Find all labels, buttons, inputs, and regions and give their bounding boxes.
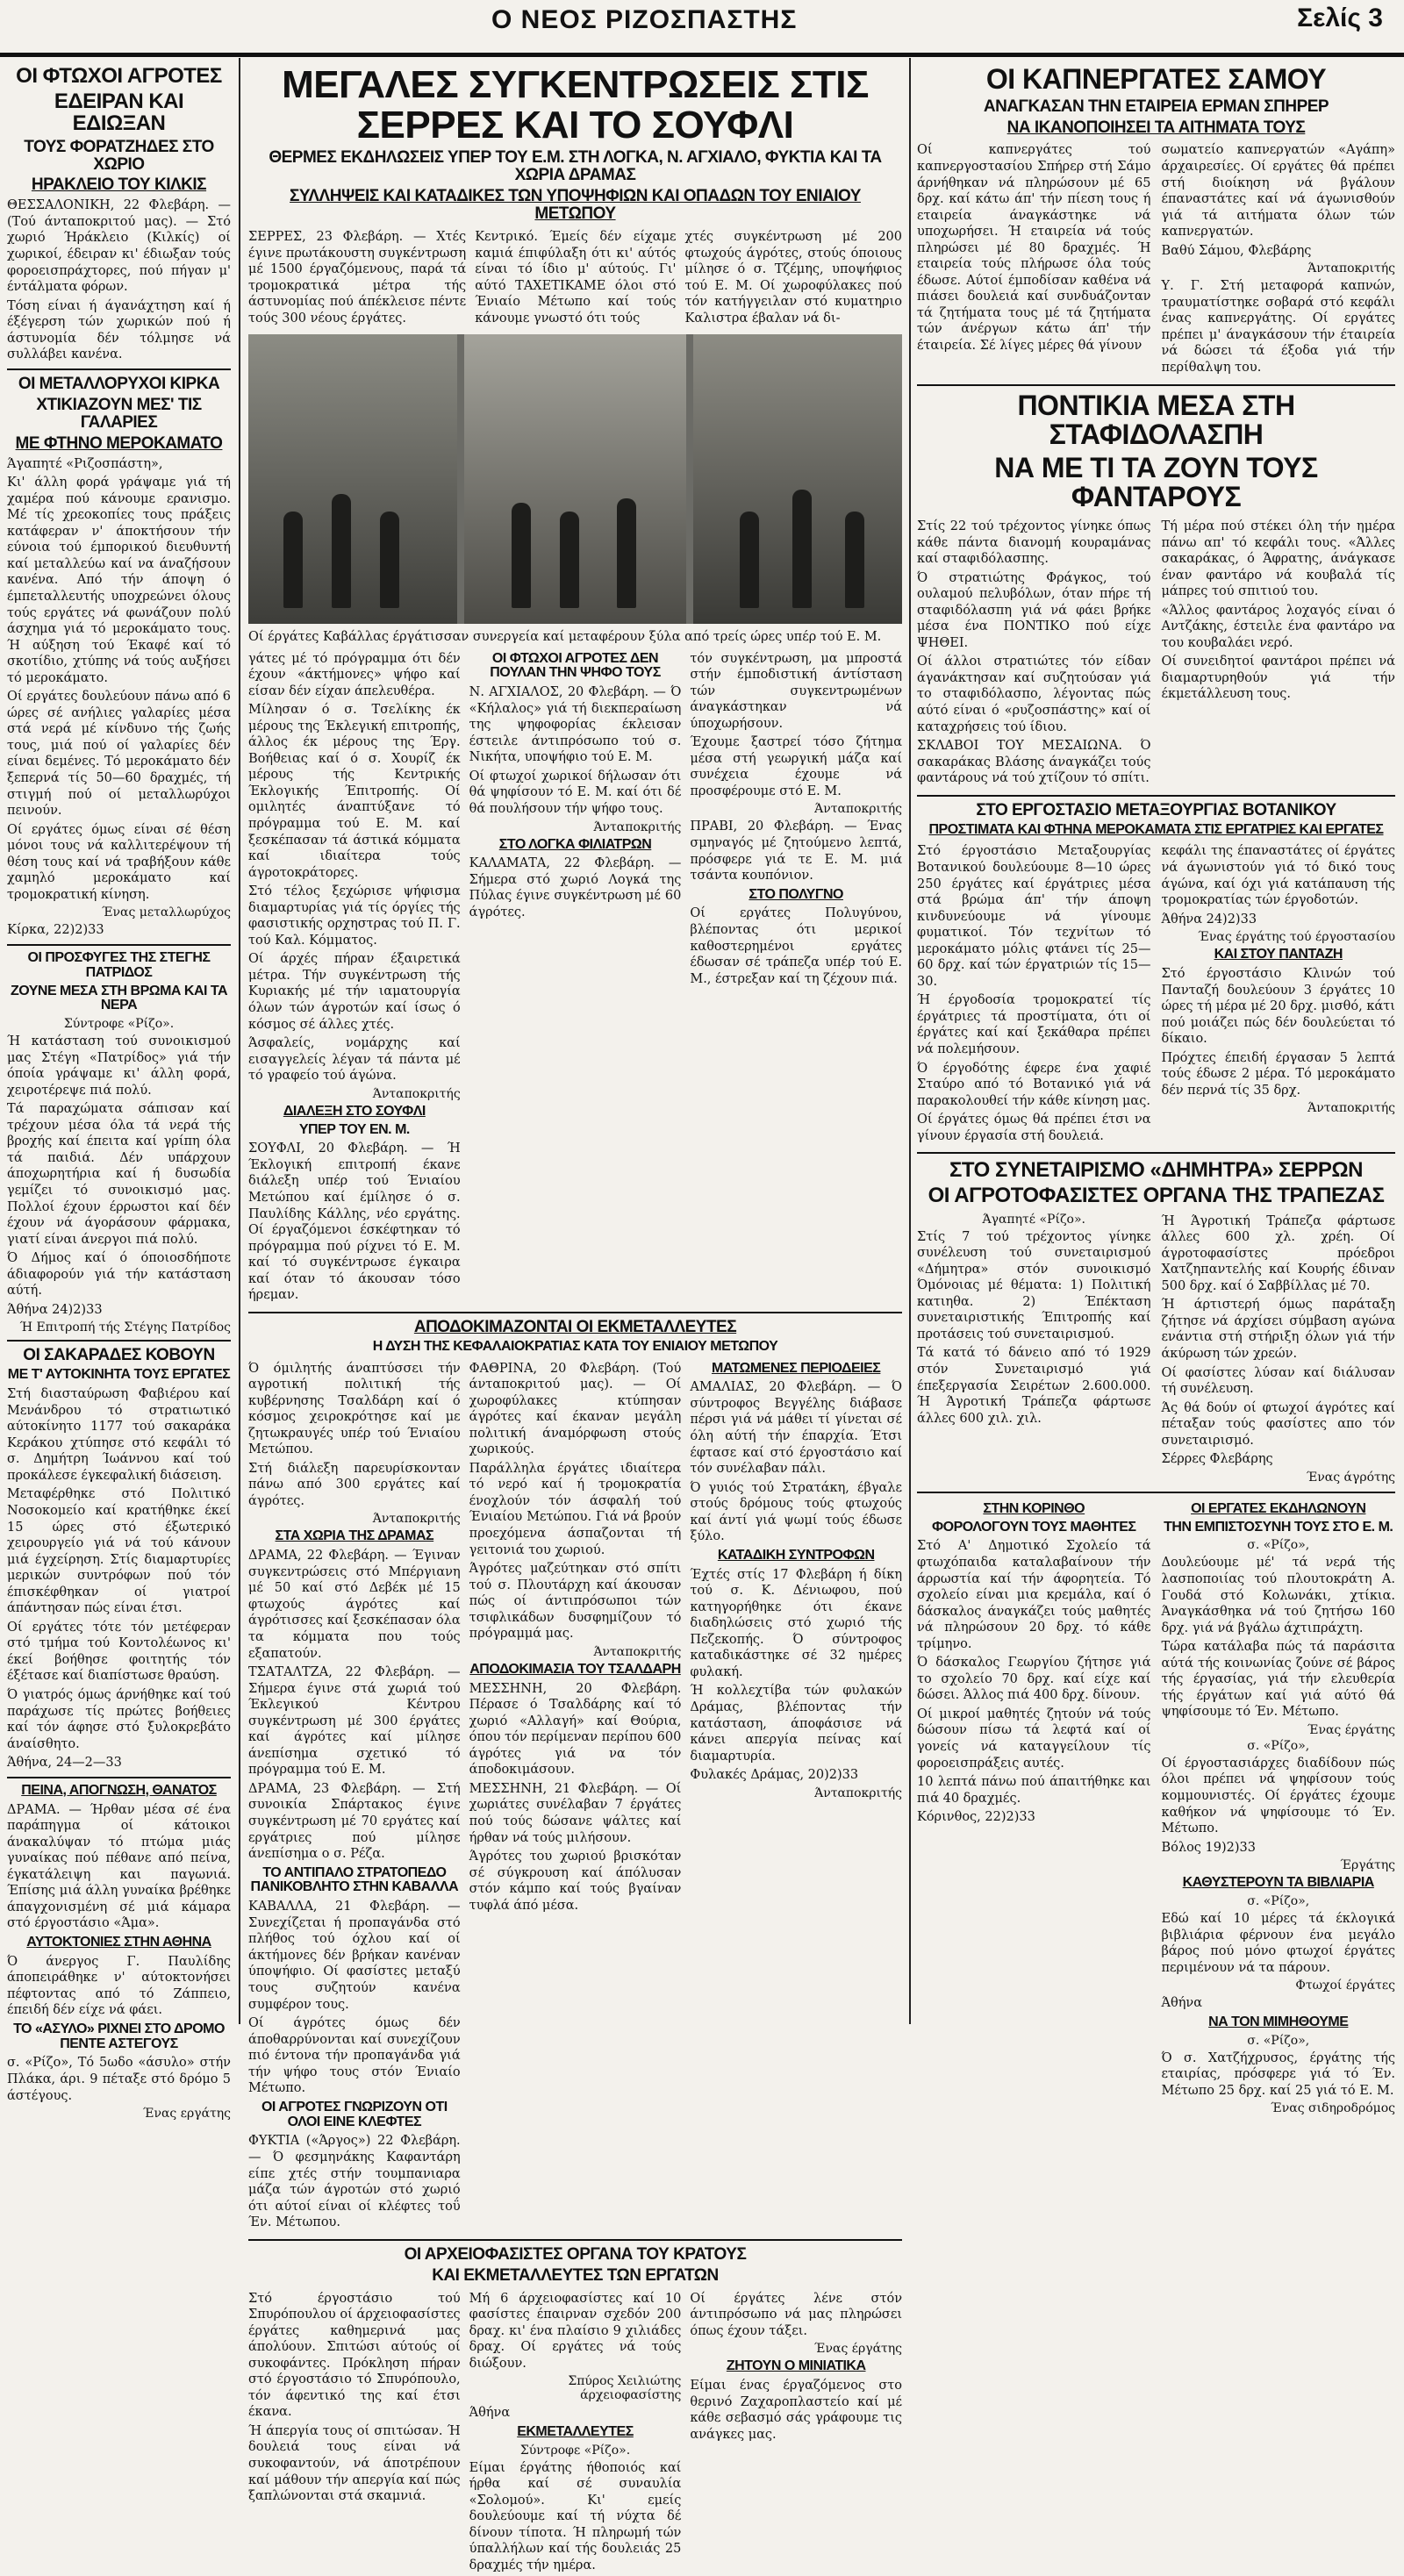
headline: ΝΑ ΜΕ ΤΙ ΤΑ ΖΟΥΝ ΤΟΥΣ ΦΑΝΤΑΡΟΥΣ xyxy=(994,451,1318,513)
article-text: Τά κατά τό δάνειο από τό 1929 στόν Συνεταιρισμό γιά έπεξεργασία Σειρέτων 2.600.000. Ή Άγροτική Τράπεζα φάρτωσε άλλες 600 χιλ. χιλ. xyxy=(917,1346,1151,1426)
article-text: Τώρα κατάλαβα πώς τά παράσιτα αύτά τής κοινωνίας ζούνε σέ βάρος τής έργασίας, γιά τήν ελευθερία τής έργάτων καί γιά αύτό θά ψηφίσουμε τό Έν. Μέτωπο. xyxy=(1161,1640,1395,1720)
article-text: Πρόχτες έπειδή έργασαν 5 λεπτά τούς έδωσε 2 μέρα. Τό μεροκάματο δέν περνά τίς 35 δρχ. xyxy=(1161,1050,1395,1098)
salutation: σ. «Ρίζο», xyxy=(1247,1738,1310,1753)
article-text: Έχτές στίς 17 Φλεβάρη ή δίκη τού σ. Κ. Δένιωφου, πού κατηγορήθηκε ότι έκανε διαδηλώσεις στό χωριό τής Πεζεκοπής. Ό σύντροφος καταδικάστηκε σέ 32 ημέρες φυλακή. xyxy=(690,1567,903,1679)
dateline: Βόλος 19)2)33 xyxy=(1161,1840,1256,1855)
salutation: Σύντροφε «Ρίζο». xyxy=(519,2443,631,2458)
article-text: Ό σ. Χατζήχρυσος, έργάτης τής εταιρίας, πρόσφερε γιά τό Έν. Μέτωπο 25 δρχ. καί 25 γιά τό Ε. Μ. xyxy=(1161,2050,1395,2098)
dateline: Άθήνα 24)2)33 xyxy=(7,1302,103,1317)
dateline: Κόρινθος, 22)2)33 xyxy=(917,1810,1035,1825)
headline: ΣΤΟ ΣΥΝΕΤΑΙΡΙΣΜΟ «ΔΗΜΗΤΡΑ» ΣΕΡΡΩΝ xyxy=(949,1158,1363,1183)
signature: Άνταποκριτής xyxy=(1307,261,1395,276)
article-text: Είμαι έργάτης ήθοποιός καί ήρθα καί σέ συναυλία «Σολομού». Κι' εμείς δουλεύουμε καί τή νύχτα δέ δίνουν τίποτα. Ή πληρωμή τών ύπαλλήλων καί τής δουλειάς 25 δραχμές τήν ημέρα. xyxy=(469,2460,682,2572)
article-text: Στίς 22 τού τρέχοντος γίνηκε όπως κάθε πάντα διανομή κουραμάνας καί σταφιδόλασπης. xyxy=(917,519,1151,567)
article-text: Ή κατάσταση τού συνοικισμού μας Στέγη «Πατρίδος» γιά τήν όποία γράψαμε κι' άλλη φορά, χειροτέρεψε πιά πολύ. xyxy=(7,1034,231,1098)
signature: Ένας έργάτης xyxy=(813,2342,903,2357)
headline: ΟΙ ΦΤΩΧΟΙ ΑΓΡΟΤΕΣ ΔΕΝ ΠΟΥΛΑΝ ΤΗΝ ΨΗΦΟ ΤΟΥΣ xyxy=(490,650,661,681)
headline: ΟΙ ΑΡΧΕΙΟΦΑΣΙΣΤΕΣ ΟΡΓΑΝΑ ΤΟΥ ΚΡΑΤΟΥΣ xyxy=(404,2244,747,2264)
article-asylum xyxy=(7,2022,231,2121)
lead-subheadline: ΘΕΡΜΕΣ ΕΚΔΗΛΩΣΕΙΣ ΥΠΕΡ ΤΟΥ Ε.Μ. ΣΤΗ ΛΟΓΚΑ, Ν. ΑΓΧΙΑΛΟ, ΦΥΚΤΙΑ ΚΑΙ ΤΑ ΧΩΡΙΑ ΔΡΑΜΑΣ xyxy=(269,148,882,185)
center-column xyxy=(248,61,903,2572)
article-text: Οί καπνεργάτες τού καπνεργοστασίου Σπήρερ στή Σάμο άρνήθηκαν νά πληρώσουν μέ 65 δρχ. καί κάτω άπ' τήν πίεση τους ή εταιρεία άναγκάστηκε νά υποχωρήσει. Ή εταιρεία νά τούς πληρώσει μέ 80 δραχμές. Ή εταιρεία τούς πλήρωσε όλα τούς έδωσε. Αύτοί έμποδίσαν καθένα νά πιάσει δουλειά καί συνδυάζονταν τά ζητήματα τους μέ τά ζητήματα τών άνέργων κάτω άπ' τήν έταιρεία. Σέ λίγες μέρες θά γίνουν xyxy=(917,143,1151,354)
article-text: 10 λεπτά πάνω πού άπαιτήθηκε και πιά 40 δραχμές. xyxy=(917,1775,1151,1806)
article-refugees xyxy=(7,951,231,1335)
headline: ΚΑΘΥΣΤΕΡΟΥΝ ΤΑ ΒΙΒΛΙΑΡΙΑ xyxy=(1182,1875,1374,1891)
dateline: Φυλακές Δράμας, 20)2)33 xyxy=(690,1768,859,1783)
article-text: χτές συγκέντρωση μέ 200 φτωχούς άγρότες, στούς όποιους μίλησε ό σ. Τζέμης, υποψήφιος τού Ε. Μ. Οί χωροφύλακες πού τόν κατήγγειλαν στό κυματηριο Καλιστρα έβαλαν νά δι- xyxy=(684,230,902,326)
article-text: Στό τέλος ξεχώρισε ψήφισμα διαμαρτυρίας γιά τίς όργίες τής φασιστικής ορχηστρας τού Π. Γ. τού Καλ. Κόμματος. xyxy=(248,884,461,948)
newspaper-title: Ο ΝΕΟΣ ΡΙΖΟΣΠΑΣΤΗΣ xyxy=(491,5,798,34)
headline: ΕΚΜΕΤΑΛΛΕΥΤΕΣ xyxy=(517,2423,634,2439)
headline: ΑΥΤΟΚΤΟΝΙΕΣ ΣΤΗΝ ΑΘΗΝΑ xyxy=(26,1934,211,1950)
headline: ΤΗΝ ΕΜΠΙΣΤΟΣΥΝΗ ΤΟΥΣ ΣΤΟ Ε. Μ. xyxy=(1164,1519,1393,1535)
article-samos xyxy=(917,65,1395,379)
article-suicides xyxy=(7,1936,231,2019)
headline: Η ΔΥΣΗ ΤΗΣ ΚΕΦΑΛΑΙΟΚΡΑΤΙΑΣ ΚΑΤΑ ΤΟΥ ΕΝΙΑΙΟΥ ΜΕΤΩΠΟΥ xyxy=(372,1338,778,1354)
lead-article xyxy=(248,65,902,646)
article-text: Οί άρχές πήραν έξαιρετικά μέτρα. Τήν συγκέντρωση τής Κυριακής μέ τήν ιαματουργία όλων τών άγροτών καί ίσως ό κόσμος σέ άλλες χτές. xyxy=(248,952,461,1032)
headline: ΧΤΙΚΙΑΖΟΥΝ ΜΕΣ' ΤΙΣ ΓΑΛΑΡΙΕΣ xyxy=(36,395,202,432)
divider xyxy=(917,1492,1395,1493)
article-text: ΔΡΑΜΑ, 22 Φλεβάρη. — Έγιναν συγκεντρώσεις στό Μπέργιανη μέ 50 καί στό Δεβέκ μέ 15 φτωχούς άγρότες καί άγρότισσες καί ξεσκέπασαν όλα τα κόμματα που τούς εξαπατούν. xyxy=(248,1549,461,1661)
headline: ΤΟ «ΑΣΥΛΟ» ΡΙΧΝΕΙ ΣΤΟ ΔΡΟΜΟ ΠΕΝΤΕ ΑΣΤΕΓΟΥΣ xyxy=(13,2021,225,2051)
salutation: Άγαπητέ «Ρίζο». xyxy=(982,1212,1085,1227)
dateline: Άθήνα, 24—2—33 xyxy=(7,1756,122,1771)
column-rule xyxy=(909,58,911,2024)
right-column xyxy=(917,61,1395,2116)
signature: Ένας σιδηροδρόμος xyxy=(1271,2101,1395,2116)
article-text: Ό Δήμος καί ό όποιοσδήποτε άδιαφορούν γιά τήν κατάσταση αύτή. xyxy=(7,1251,231,1299)
headline: ΕΔΕΙΡΑΝ ΚΑΙ ΕΔΙΩΞΑΝ xyxy=(54,89,184,136)
article-text: Οί συνειδητοί φαντάροι πρέπει νά διαμαρτυρηθούν γιά τήν έκμετάλλευση τους. xyxy=(1161,655,1395,702)
signature: Σπύρος Χειλιώτης άρχειοφασίστης xyxy=(568,2374,682,2403)
signature: Ένας έργάτης τού έργοστασίου xyxy=(1198,930,1395,945)
article-text: κεφάλι της έπαναστάτες οί έργάτες νά άγωνιστούν γιά τό δικό τους άγώνα, καί όχι γιά κατάπαυση τής τρομοκρατίας τών έργοδοτών. xyxy=(1161,844,1395,908)
headline: ΣΤΟ ΛΟΓΚΑ ΦΙΛΙΑΤΡΩΝ xyxy=(498,836,652,852)
article-text: ΜΕΣΣΗΝΗ, 20 Φλεβάρη. Πέρασε ό Τσαλδάρης καί τό χωριό «Αλλαγή» καί Θούρια, όπου τόν περίμεναν περίπου 600 άγρότες γιά να τόν άποδοκιμάσουν. xyxy=(469,1681,682,1778)
article-text: «Άλλος φαντάρος λοχαγός είναι ό Αντζάκης, έστειλε ένα φαντάρο να του κουβαλάει νερό. xyxy=(1161,603,1395,650)
headline: ΚΑΙ ΕΚΜΕΤΑΛΛΕΥΤΕΣ ΤΩΝ ΕΡΓΑΤΩΝ xyxy=(432,2265,719,2285)
divider xyxy=(7,944,231,946)
salutation: σ. «Ρίζο», xyxy=(1247,1538,1310,1553)
article-text: Οί μικροί μαθητές ζητούν νά τούς δώσουν πίσω τά λεφτά καί οί γονείς νά καταγγείλουν τίς φοροεισπράξεις αυτές. xyxy=(917,1707,1151,1771)
article-text: ΣΟΥΦΛΙ, 20 Φλεβάρη. — Ή Έκλογική επιτροπή έκανε διάλεξη υπέρ τού Ένιαίου Μετώπου καί έμίλησε ό σ. Παυλίδης Κάλλης, νέο εργάτης. Οί έργαζόμενοι έσκέφτηκαν τό πρόγραμμα πού ρίχνει τό Ε. Μ. καί τό συγκέντρωσε έγκαιρα καί όταν τό άκουσαν τόσο ήρεμαν. xyxy=(248,1141,461,1303)
divider xyxy=(248,1312,902,1313)
article-text: Υ. Γ. Στή μεταφορά καπνών, τραυματίστηκε σοβαρά στό κεφάλι ένας καπνεργάτης. Οί εργάτες πρέπει μ' άναγκάσουν τήν έταιρεία νά δώσει τά έξοδα γιά τήν περίθαλψη του. xyxy=(1161,279,1395,376)
article-text: ΣΕΡΡΕΣ, 23 Φλεβάρη. — Χτές έγινε πρωτάκουστη συγκέντρωση μέ 1500 έργαζόμενους, παρά τά τρομοκρατικά μέτρα τής άστυνομίας πού άπέκλεισε πέντε τούς 300 νέους έργάτες. xyxy=(248,230,467,326)
headline: ΣΤΟ ΕΡΓΟΣΤΑΣΙΟ ΜΕΤΑΞΟΥΡΓΙΑΣ ΒΟΤΑΝΙΚΟΥ xyxy=(976,800,1336,819)
article-text: ΦΥΚΤΙΑ («Άργος») 22 Φλεβάρη. — Ό φεσμηνάκης Καφαντάρη είπε χτές στήν τουμπανιαρα μάζα τών άγροτών στό χωριό ότι αύτοί είναι οί κλέφτες τοΰ Έν. Μέτωπου. xyxy=(248,2134,461,2230)
article-text: Τόση είναι ή άγανάχτηση καί ή έξέγερση τών χωρικών πού ή άστυνομία δέν τόλμησε νά συλλάβει κανένα. xyxy=(7,298,231,362)
headline: ΟΙ ΦΤΩΧΟΙ ΑΓΡΟΤΕΣ xyxy=(16,64,222,88)
divider xyxy=(248,2239,902,2241)
article-text: Έχουμε ξαστρεί τόσο ζήτημα μέσα στή γεωργική μάζα καί συνέχεια έχουμε νά προσφέρουμε στό Ε. Μ. xyxy=(690,735,903,798)
article-text: Στή διασταύρωση Φαβιέρου καί Μενάνδρου τό στρατιωτικό αύτοκίνητο 1177 τού σακαράκα Κεράκου χτύπησε στό κεφάλι τό σ. Δημήτρη Ίωάννου καί τού προκάλεσε έγκεφαλική διάσειση. xyxy=(7,1387,231,1483)
signature: Άνταποκριτής xyxy=(593,1644,682,1659)
article-text: Ό δάσκαλος Γεωργίου ζήτησε γιά το σχολείο 70 δρχ. καί είχε καί δώσει. Άλλος πιά 400 δρχ. δίνουν. xyxy=(917,1656,1151,1703)
article-text: ΑΜΑΛΙΑΣ, 20 Φλεβάρη. — Ό σύντροφος Βεγγέλης διάβασε πέρσι γιά νά μάθει τί γίνεται σέ όλη αύτή τήν έπαρχία. Έτσι έφτασε καί στό έργοστάσιο καί τόν συνέλαβαν πάλι. xyxy=(690,1380,903,1477)
article-text: Μεταφέρθηκε στό Πολιτικό Νοσοκομείο καί κρατήθηκε έκεί 15 ώρες στό έξωτερικό χειρουργείο γιά νά τού κάνουν μιά έγχείρηση. Στίς διαμαρτυρίες μερικών συντρόφων πού τόν έπισκέφθηκαν οί γιατροί άπάντησαν πώς είναι έτσι. xyxy=(7,1487,231,1616)
headline: ΗΡΑΚΛΕΙΟ ΤΟΥ ΚΙΛΚΙΣ xyxy=(31,175,207,195)
article-text: Στή διάλεξη παρευρίσκονταν πάνω από 300 εργάτες καί άγρότες. xyxy=(248,1461,461,1508)
headline: ΣΤΗΝ ΚΟΡΙΝΘΟ xyxy=(983,1500,1085,1516)
headline: ΤΟΥΣ ΦΟΡΑΤΖΗΔΕΣ ΣΤΟ ΧΩΡΙΟ xyxy=(24,137,214,174)
article-text: ΔΡΑΜΑ. — Ήρθαν μέσα σέ ένα παράπηγμα οί κάτοικοι άνακαλύψαν τό πτώμα μιάς γυναίκας πού πέθανε από πείνα, έγκατάλειψη και παγωνιά. Έπίσης μιά άλλη γυναίκα βρέθηκε άπαγχονισμένη σέ μιά κάμαρα στό έργοστάσιο «Άμα». xyxy=(7,1802,231,1931)
article-text: Οί εργάτες τότε τόν μετέφεραν στό τμήμα τού Κοντολέωνος κι' έκεί βοήθησε φοιτητής τόν έξέτασε καί διαπίστωσε θραύση. xyxy=(7,1620,231,1684)
article-corinth xyxy=(917,1499,1151,2117)
signature: Ένας μεταλλωρύχος xyxy=(101,905,231,920)
article-rats xyxy=(917,391,1395,790)
salutation: Σύντροφε «Ρίζο». xyxy=(63,1017,175,1032)
page-number: Σελίς 3 xyxy=(1297,4,1383,32)
signature: Άνταποκριτής xyxy=(814,1785,903,1800)
article-text: Ό στρατιώτης Φράγκος, τού ουλαμού πελυβόλων, όταν πήρε τή σταφιδόλασπη γιά νά φάει βρήκε μέσα ένα ΠΟΝΤΙΚΟ πού είχε ΨΗΘΕΙ. xyxy=(917,570,1151,650)
signature: Ένας έργάτης xyxy=(1307,1722,1395,1737)
article-text: Παράλληλα έργάτες ιδιαίτερα τό νερό καί ή τρομοκρατία ένοχλούν τόν άσφαλή τού Ένιαίου Μετώπου. Γιά νά βρούν προεχόμενα άσπαζονται τή γειτονιά του χωριού. xyxy=(469,1461,682,1557)
article-text: Οί φασίστες λύσαν καί διάλυσαν τή συνέλευση. xyxy=(1161,1365,1395,1397)
masthead xyxy=(0,0,1404,57)
article-text: Άγρότες μαζεύτηκαν στό σπίτι τού σ. Πλουτάρχη καί άκουσαν πώς οί άντιπρόσωποι τών τσιφλικάδων δυσφημίζουν τό πρόγραμμά μας. xyxy=(469,1562,682,1642)
article-text: Άγρότες του χωριού βρισκόταν σέ σύγκρουση καί άπόλυσαν στόν κάμπο καί τούς βγαίναν τυφλά άπό μέσα. xyxy=(469,1850,682,1913)
dateline: Κίρκα, 22)2)33 xyxy=(7,923,104,938)
column-rule xyxy=(239,58,240,2024)
headline: ΑΝΑΓΚΑΣΑΝ ΤΗΝ ΕΤΑΙΡΕΙΑ ΕΡΜΑΝ ΣΠΗΡΕΡ xyxy=(983,97,1329,116)
divider xyxy=(917,1152,1395,1154)
article-text: Οί εργάτες δουλεύουν πάνω από 6 ώρες σέ ανήλιες γαλαρίες μέσα στά νερά μέ κίνδυνο τής ζωής τους, μιά πού οί γαλαρίες δέν είναι δεμένες. Τό μεροκάματο δέν ξεπερνά τίς 50—60 δραχμές, τή στιγμή πού οί μεταλλωρύχοι πεινούν. xyxy=(7,690,231,819)
headline: ΠΕΙΝΑ, ΑΠΟΓΝΩΣΗ, ΘΑΝΑΤΟΣ xyxy=(21,1782,217,1798)
article-text: Ό όμιλητής άναπτύσσει τήν αγροτική πολιτική τής κυβέρνησης Τσαλδάρη καί ό κόσμος χειροκρότησε καί με ζητωκραυγές υπέρ τού Ένιαίου Μετώπου. xyxy=(248,1361,461,1457)
news-photograph xyxy=(248,334,902,624)
article-text: Ν. ΑΓΧΙΑΛΟΣ, 20 Φλεβάρη. — Ό «Κήλαλος» γιά τή διεκπεραίωση της ψηφοφορίας έκλεισαν έστειλε άντιπρόσωπο τού σ. Νικήτα, υποψήφιο τού Ε. Μ. xyxy=(469,685,682,765)
signature: Άνταποκριτής xyxy=(814,802,903,817)
headline: ΟΙ ΑΓΡΟΤΕΣ ΓΝΩΡΙΖΟΥΝ ΟΤΙ ΟΛΟΙ ΕΙΝΕ ΚΛΕΦΤΕΣ xyxy=(261,2099,448,2129)
article-text: Οί εργάτες όμως είναι σέ θέση μόνοι τους νά καλλιτερέψουν τή θέση τους καί νά τραβήξουν κάθε χαμηλό μεροκάματο καί τρομοκρατική κίνηση. xyxy=(7,822,231,902)
article-text: Οί άγρότες όμως δέν άποθαρρύνονται καί συνεχίζουν πιό έντονα τήν προπαγάνδα γιά τήν ψήφο τους στόν Ένιαίο Μέτωπο. xyxy=(248,2016,461,2096)
article-text: Μίλησαν ό σ. Τσελίκης έκ μέρους της Έκλεγική επιτροπής, άλλος έκ μέρους της Έργ. Βοήθειας καί ό σ. Χουρίζ έκ μέρους τής Κεντρικής Έκλογικής Έπιτροπής. Οί ομιλητές άναπτύξανε τό πρόγραμμα τού Ε. Μ. καί ξεσκέπασαν τά άστικά κόμματα καί ιδιαίτερα τούς άγροτοκράτορες. xyxy=(248,703,461,880)
article-hunger xyxy=(7,1784,231,1932)
headline: ΝΑ ΙΚΑΝΟΠΟΙΗΣΕΙ ΤΑ ΑΙΤΗΜΑΤΑ ΤΟΥΣ xyxy=(1006,118,1306,137)
article-text: Ή Άγροτική Τράπεζα φάρτωσε άλλες 600 χλ. χρέη. Οί άγροτοφασίστες πρόεδροι Χατζηπαντελής καί Κουρής έδιναν 500 δρχ. καί ό Σαββίλλας μέ 70. xyxy=(1161,1213,1395,1293)
headline: ΜΕ ΦΤΗΝΟ ΜΕΡΟΚΑΜΑΤΟ xyxy=(15,433,223,453)
headline: ΝΑ ΤΟΝ ΜΙΜΗΘΟΥΜΕ xyxy=(1208,2014,1349,2029)
article-text: Ό έργοδότης έφερε ένα χαφιέ Σταύρο από τό Βοτανικό γιά νά παρακολουθεί τήν κάθε κίνηση μας. xyxy=(917,1061,1151,1108)
signature: Ή Επιτροπή τής Στέγης Πατρίδος xyxy=(19,1320,231,1335)
center-lower-columns xyxy=(248,2288,902,2576)
dateline: Σέρρες Φλεβάρης xyxy=(1161,1452,1273,1467)
headline: ΑΠΟΔΟΚΙΜΑΖΟΝΤΑΙ ΟΙ ΕΚΜΕΤΑΛΛΕΥΤΕΣ xyxy=(413,1317,737,1336)
right-lower-columns xyxy=(917,1499,1395,2117)
article-cars xyxy=(7,1347,231,1771)
headline: ΣΤΟ ΠΟΛΥΓΝΟ xyxy=(749,886,843,902)
divider xyxy=(7,1340,231,1342)
article-text: ΘΕΣΣΑΛΟΝΙΚΗ, 22 Φλεβάρη. — (Τού άνταποκριτού μας). — Στό χωριό Ήράκλειο (Κιλκίς) οί χωρικοί, έδειραν κι' έδιωξαν τούς φοροεισπράχτορες, πού πήγαν μ' έντάλματα φόρων. xyxy=(7,198,231,295)
signature: Ένας εργάτης xyxy=(142,2107,231,2122)
headline: ΠΡΟΣΤΙΜΑΤΑ ΚΑΙ ΦΤΗΝΑ ΜΕΡΟΚΑΜΑΤΑ ΣΤΙΣ ΕΡΓΑΤΡΙΕΣ ΚΑΙ ΕΡΓΑΤΕΣ xyxy=(928,821,1384,837)
salutation: Άγαπητέ «Ριζοσπάστη», xyxy=(7,456,163,471)
headline: ΚΑΙ ΣΤΟΥ ΠΑΝΤΑΖΗ xyxy=(1214,947,1343,962)
dateline: Άθήνα xyxy=(1161,1996,1202,2011)
article-text: ΔΡΑΜΑ, 23 Φλεβάρη. — Στή συνοικία Σπάρτακος έγινε συγκέντρωση μέ 70 εργάτες καί εργάτριες πού μίλησε άνεπίσημα ο σ. Ρέζα. xyxy=(248,1781,461,1862)
article-text: Εδώ καί 10 μέρες τά έκλογικά βιβλιάρια φέρνουν ένα μεγάλο βάρος πού μόνο φτωχοί έργάτες περιμένουν νά τα πάρουν. xyxy=(1161,1912,1395,1975)
salutation: σ. «Ρίζο», xyxy=(1247,2033,1310,2048)
signature: Άνταποκριτής xyxy=(372,1512,461,1527)
center-middle-columns xyxy=(248,1358,902,2234)
headline: ΟΙ ΚΑΠΝΕΡΓΑΤΕΣ ΣΑΜΟΥ xyxy=(985,63,1327,95)
signature: Φτωχοί έργάτες xyxy=(1295,1979,1395,1993)
article-text: ΠΡΑΒΙ, 20 Φλεβάρη. — Ένας σμηναγός μέ ζητούμενο λεπτά, πρόσφερε γιά τε Ε. Μ. μιά τσάντα κουπόνιον. xyxy=(690,819,903,884)
article-farmers-kilkis xyxy=(7,65,231,363)
article-text: σ. «Ρίζο», Τό 5ωδο «άσυλο» στήν Πλάκα, άρι. 9 πέταξε στό δρόμο 5 άστέγους. xyxy=(7,2056,231,2103)
article-text: τόν συγκέντρωση, μα μπροστά στήν έμποδιστική άντίσταση τών συγκεντρωμένων άναγκάστηκαν νά ύποχωρήσουν. xyxy=(690,651,903,731)
dateline: Άθήνα xyxy=(469,2406,511,2421)
headline: ΣΤΑ ΧΩΡΙΑ ΤΗΣ ΔΡΑΜΑΣ xyxy=(275,1528,434,1544)
dateline: Βαθύ Σάμου, Φλεβάρης xyxy=(1161,243,1312,258)
signature: Έργάτης xyxy=(1340,1858,1395,1873)
center-upper-columns xyxy=(248,648,902,1306)
article-text: γάτες μέ τό πρόγραμμα ότι δέν έχουν «άκτήμονες» ψήφο καί είσαν δέν είχαν άπελευθέρα. xyxy=(248,651,461,698)
article-text: Ή έργοδοσία τρομοκρατεί τίς έργάτριες τά προστίματα, ότι οί έργάτες καί καί ξεκάθαρα πρέπει νά πολεμήσουν. xyxy=(917,993,1151,1056)
article-text: ΚΑΒΑΛΛΑ, 21 Φλεβάρη. — Συνεχίζεται ή προπαγάνδα στό πλήθος τού όχλου καί οί άκτήμονες δέν βρήκαν κανέναν ύποψήφιο. Οί φασίστες μεταξύ τους συζητούν κανένα συμφέρον τους. xyxy=(248,1900,461,2012)
lead-subheadline: ΣΥΛΛΗΨΕΙΣ ΚΑΙ ΚΑΤΑΔΙΚΕΣ ΤΩΝ ΥΠΟΨΗΦΙΩΝ ΚΑΙ ΟΠΑΔΩΝ ΤΟΥ ΕΝΙΑΙΟΥ ΜΕΤΩΠΟΥ xyxy=(290,187,861,224)
salutation: σ. «Ρίζο», xyxy=(1247,1894,1310,1908)
article-text: Τά παραχώματα σάπισαν καί τρέχουν μέσα όλα τά νερά τής βροχής καί έπειτα καί γρίπη όλα τά παιδιά. Δέν υπάρχουν άποχωρητήρια καί ή δυσωδία γεμίζει τό συνοικισμό μας. Πολλοί έχουν έρρωστοι καί δέν έχουν νά άγοράσουν φάρμακα, γιατί είναι άνεργοι πιά πολύ. xyxy=(7,1102,231,1247)
headline: ΖΗΤΟΥΝ Ο ΜΙΝΙΑΤΙΚΑ xyxy=(726,2358,866,2374)
article-text: Μή 6 άρχειοφασίστες καί 10 φασίστες έπαιρναν σχεδόν 200 δραχ. κι' ένα πλαίσιο 9 χιλιάδες δραχ. Οί εργάτες νά τούς διώξουν. xyxy=(469,2291,682,2371)
lead-headline: ΜΕΓΑΛΕΣ ΣΥΓΚΕΝΤΡΩΣΕΙΣ ΣΤΙΣ ΣΕΡΡΕΣ ΚΑΙ ΤΟ ΣΟΥΦΛΙ xyxy=(282,63,869,147)
headline: ΖΟΥΝΕ ΜΕΣΑ ΣΤΗ ΒΡΩΜΑ ΚΑΙ ΤΑ ΝΕΡΑ xyxy=(10,983,228,1013)
dateline: Άθήνα 24)2)33 xyxy=(1161,912,1257,927)
article-text: ΤΣΑΤΑΛΤΖΑ, 22 Φλεβάρη. — Σήμερα έγινε στά χωριά τού Έκλεγικού Κέντρου συγκέντρωση μέ 300 έργάτες καί άγρότες καί μίλησε άνεπίσημα σχετικό τό πρόγραμμα τού Ε. Μ. xyxy=(248,1665,461,1778)
article-text: Οί έργοστασιάρχες διαδίδουν πώς όλοι πρέπει νά ψηφίσουν τούς κομμουνιστές. Οί έργάτες έχουμε καθήκον νά ψηφίσουμε τό Έν. Μέτωπο. xyxy=(1161,1756,1395,1836)
article-text: Κι' άλλη φορά γράψαμε γιά τή χαμέρα πού κάνουμε ερανισμο. Μέ τίς χρεοκοπίες τους πράξεις κατάφεραν ν' άποκτήσουν τήν εύνοια τού έμπορικού διευθυντή καί μεταλλεύω καί να άναζήσουν κανένα. Από τήν άποψη ό έμπεταλλευτής υποχρεώνει όλους τούς εργάτες νά φωνάζουν πολύ άσχημα γιά τό μεροκάματο τους. Ή αύξηση τού Έκαφέ καί τό σκοτίδιο, χτύπης νά τούς αυξήσει τό μεροκάματο. xyxy=(7,476,231,685)
article-text: Οί έργάτες όμως θά πρέπει έτσι να γίνουν έργασία στή δουλειά. xyxy=(917,1113,1151,1143)
signature: Ένας άγρότης xyxy=(1306,1470,1395,1485)
article-text: Ό άνεργος Γ. Παυλίδης άποπειράθηκε ν' αύτοκτονήσει πέφτοντας από τό Ζάππειο, έπειδή δέν είχε νά φάει. xyxy=(7,1954,231,2018)
photo-caption: Οί έργάτες Καβάλλας έργάτισσαν συνεργεία καί μεταφέρουν ξύλα από τρείς ώρες υπέρ τού Ε. Μ. xyxy=(248,630,882,645)
headline: ΚΑΤΑΔΙΚΗ ΣΥΝΤΡΟΦΩΝ xyxy=(717,1547,875,1563)
article-text: Ή άπεργία τους οί σπιτώσαν. Ή δουλειά τους είναι νά συκοφαντούν, νά άποτρέπουν καί μάθουν τήν απεργία καί πώς ξαπλώνονται στά σκαμνιά. xyxy=(248,2423,461,2504)
headline: ΥΠΕΡ ΤΟΥ ΕΝ. Μ. xyxy=(298,1121,410,1137)
headline: ΟΙ ΣΑΚΑΡΑΔΕΣ ΚΟΒΟΥΝ xyxy=(23,1346,215,1365)
headline: ΟΙ ΜΕΤΑΛΛΟΡΥΧΟΙ ΚΙΡΚΑ xyxy=(18,374,220,393)
article-text: ΦΑΘΡΙΝΑ, 20 Φλεβάρη. (Τού άνταποκριτού μας). — Οί χωροφύλακες κτύπησαν άγρότες καί έκαναν μεγάλη πολιτική άναμόρφωση στούς χωρικούς. xyxy=(469,1361,682,1457)
article-text: Ή άρτιστερή όμως παράταξη ζήτησε νά άρχίσει σύμβαση αγώνα ενάντια στή στήριξη όλων γιά τήν άκύρωση τών χρεών. xyxy=(1161,1298,1395,1362)
article-text: Στό έργοστάσιο τού Σπυρόπουλου οί άρχειοφασίστες έργάτες καθημερινά μας άπολύουν. Σπιτώσι αύτούς οί συκοφάντες. Πρόκληση πήραν στό έργοστάσιο τό Σπυρόπουλο, τόν άφεντικό της καί έτσι έκανα. xyxy=(248,2291,461,2420)
headline: ΠΟΝΤΙΚΙΑ ΜΕΣΑ ΣΤΗ ΣΤΑΦΙΔΟΛΑΣΠΗ xyxy=(1017,389,1295,451)
article-text: Κεντρικό. Έμείς δέν είχαμε καμιά έπιφύλαξη ότι κι' αύτός είναι τό ίδιο μ' αύτούς. Γι' αύτό ΤΑΧΕΤΙΚΑΜΕ όλοι στό Ένιαίο Μέτωπο καί τούς κάνουμε γνωστό ότι τούς xyxy=(475,230,677,326)
divider xyxy=(7,369,231,370)
article-text: σωματείο καπνεργατών «Αγάπη» άρχαιρεσίες. Οί εργάτες θά πρέπει στή διοίκηση νά βγάλουν έπαναστάτες καί νά άγωνισθούν γιά τά αιτήματα όλων τών καπνεργατών. xyxy=(1161,143,1395,240)
divider xyxy=(7,1777,231,1778)
article-text: Οί φτωχοί χωρικοί δήλωσαν ότι θά ψηφίσουν τό Ε. Μ. καί ότι δέ θά πουλήσουν τήν ψήφο τους. xyxy=(469,769,682,816)
article-text: Στό Α' Δημοτικό Σχολείο τά φτωχόπαιδα καταλαβαίνουν τήν άρρωστία καί τήν άφορητεία. Τό σχολείο είναι μια κρεμάλα, καί ό δάσκαλος άναγκάζει τούς μαθητές νά πληρώσουν 20 δρχ. τό κάθε τρίμηνο. xyxy=(917,1539,1151,1651)
article-text: Είμαι ένας έργαζόμενος στο θερινό Ζαχαροπλαστείο καί μέ κάθε σεβασμό σάς γράφουμε τις ανάγκες μας. xyxy=(690,2379,903,2442)
headline: ΑΠΟΔΟΚΙΜΑΣΙΑ ΤΟΥ ΤΣΑΛΔΑΡΗ xyxy=(469,1661,681,1677)
article-trust-em xyxy=(1162,1499,1396,2117)
article-text: Ό γυιός τού Στρατάκη, έβγαλε στούς δρόμους τούς φτωχούς καί άντί γιά ψωμί τούς έδωσε ξύλο. xyxy=(690,1480,903,1544)
article-silk-factory xyxy=(917,802,1395,1148)
article-text: Άς θά δούν οί φτωχοί άγρότες καί πέταξαν τούς φασίστες απο τόν συνεταιρισμό. xyxy=(1161,1400,1395,1448)
headline: ΔΙΑΛΕΞΗ ΣΤΟ ΣΟΥΦΛΙ xyxy=(283,1103,426,1119)
headline: ΟΙ ΕΡΓΑΤΕΣ ΕΚΔΗΛΩΝΟΥΝ xyxy=(1191,1500,1366,1516)
article-text: Οί άλλοι στρατιώτες τόν είδαν άγανάκτησαν καί συζητούσαν γιά το σταφιδόλασπο, λέγοντας πώς αύτό είναι ό «ρυζοσπάστης» καί οί καταχρήσεις τού ίδιου. xyxy=(917,655,1151,734)
article-text: ΣΚΛΑΒΟΙ ΤΟΥ ΜΕΣΑΙΩΝΑ. Ό σακαράκας Βλάσης άναγκάζει τούς φαντάρους νά τού χτίζουν τό σπίτι. xyxy=(917,739,1151,786)
article-text: Ό γιατρός όμως άρνήθηκε καί τού παράχωσε τίς πρώτες βοήθειες καί τόν άφησε στό ξυλοκρεβάτο άναίσθητο. xyxy=(7,1687,231,1751)
divider xyxy=(917,795,1395,797)
article-text: Οί έργάτες λένε στόν άντιπρόσωπο νά μας πληρώσει όπως έχουν τάξει. xyxy=(690,2291,903,2338)
left-column xyxy=(7,61,231,2122)
article-text: Στό έργοστάσιο Κλινών τού Πανταζή δουλεύουν 3 έργάτες 10 ώρες τή μέρα μέ 20 δρχ. μισθό, κάτι πού μοιάζει πώς δέν δουλεύεται τό δίκαιο. xyxy=(1161,966,1395,1047)
article-text: Τή μέρα πού στέκει όλη τήν ημέρα πάνω απ' τό κεφάλι τους. «Άλλες σακαράκας, ό Άφρατης, άνάγκασε έναν φαντάρο νά κουβαλά τίς μάπρες τού σπιτιού του. xyxy=(1161,519,1395,599)
signature: Άνταποκριτής xyxy=(593,819,682,834)
lead-text-columns xyxy=(248,226,902,329)
headline: ΤΟ ΑΝΤΙΠΑΛΟ ΣΤΡΑΤΟΠΕΔΟ ΠΑΝΙΚΟΒΛΗΤΟ ΣΤΗΝ ΚΑΒΑΛΛΑ xyxy=(250,1864,459,1895)
article-text: Στίς 7 τού τρέχοντος γίνηκε συνέλευση τού συνεταιρισμού «Δήμητρα» στόν συνοικισμό Όμόνοιας μέ θέματα: 1) Πολιτική κατιηθα. 2) Έπέκταση συνεταιριστικής Έπιτροπής καί προτάσεις τού συνεταιρισμού. xyxy=(917,1229,1151,1342)
article-text: Άσφαλείς, νομάρχης καί εισαγγελείς λέγαν τά πάντα μέ τό γραφείο τού άγώνα. xyxy=(248,1036,461,1084)
headline: ΜΑΤΩΜΕΝΕΣ ΠΕΡΙΟΔΕΙΕΣ xyxy=(711,1360,881,1376)
signature: Άνταποκριτής xyxy=(372,1086,461,1101)
headline: ΜΕ Τ' ΑΥΤΟΚΙΝΗΤΑ ΤΟΥΣ ΕΡΓΑΤΕΣ xyxy=(7,1367,231,1383)
headline: ΦΟΡΟΛΟΓΟΥΝ ΤΟΥΣ ΜΑΘΗΤΕΣ xyxy=(932,1519,1136,1535)
signature: Άνταποκριτής xyxy=(1307,1101,1395,1116)
article-text: Ή κολλεχτίβα τών φυλακών Δράμας, βλέποντας τήν κατάσταση, άποφάσισε νά κάνει απεργία πείνας καί διαμαρτυρία. xyxy=(690,1684,903,1764)
article-miners-kirka xyxy=(7,376,231,939)
article-text: Δουλεύουμε μέ' τά νερά τής λασποποιίας τού πλουτοκράτη Α. Γουδά στό Κολωνάκι, χτίκια. Άναγκάσθηκα νά τού ζητήσω 160 δρχ. γιά νά βγάλω άχτιπράχτη. xyxy=(1161,1556,1395,1635)
article-text: Οί εργάτες Πολυγύνου, βλέποντας ότι μερικοί καθοστερημένοι εργάτες έδωσαν σέ τράπεζα υπέρ τού Ε. Μ., έστρεξαν καί τη ζέχουν πιά. xyxy=(690,906,903,986)
article-text: ΜΕΣΣΗΝΗ, 21 Φλεβάρη. — Οί χωριάτες συνέλαβαν 7 έργάτες πού τούς δώσανε ψάλτες καί ήρθαν νά τούς μιλήσουν. xyxy=(469,1781,682,1845)
article-text: ΚΑΛΑΜΑΤΑ, 22 Φλεβάρη. — Σήμερα στό χωριό Λογκά της Πύλας έγινε συγκέντρωση μέ 60 άγρότες. xyxy=(469,856,682,919)
article-text: Στό έργοστάσιο Μεταξουργίας Βοτανικού δουλεύουμε 8—10 ώρες 250 έργάτες καί έργάτριες μέσα στά βρώμα άπ' τήν άποψη κινδυνεύουμε νά γίνουμε φυματικοί. Τόν τεχνίτων τό μεροκάματο μόλις φτάνει τίς 25—60 δρχ. καί τών έργατριών τίς 15—30. xyxy=(917,844,1151,989)
article-dimitra xyxy=(917,1159,1395,1486)
divider xyxy=(917,384,1395,386)
headline: ΟΙ ΑΓΡΟΤΟΦΑΣΙΣΤΕΣ ΟΡΓΑΝΑ ΤΗΣ ΤΡΑΠΕΖΑΣ xyxy=(928,1184,1385,1208)
headline: ΟΙ ΠΡΟΣΦΥΓΕΣ ΤΗΣ ΣΤΕΓΗΣ ΠΑΤΡΙΔΟΣ xyxy=(27,949,211,980)
